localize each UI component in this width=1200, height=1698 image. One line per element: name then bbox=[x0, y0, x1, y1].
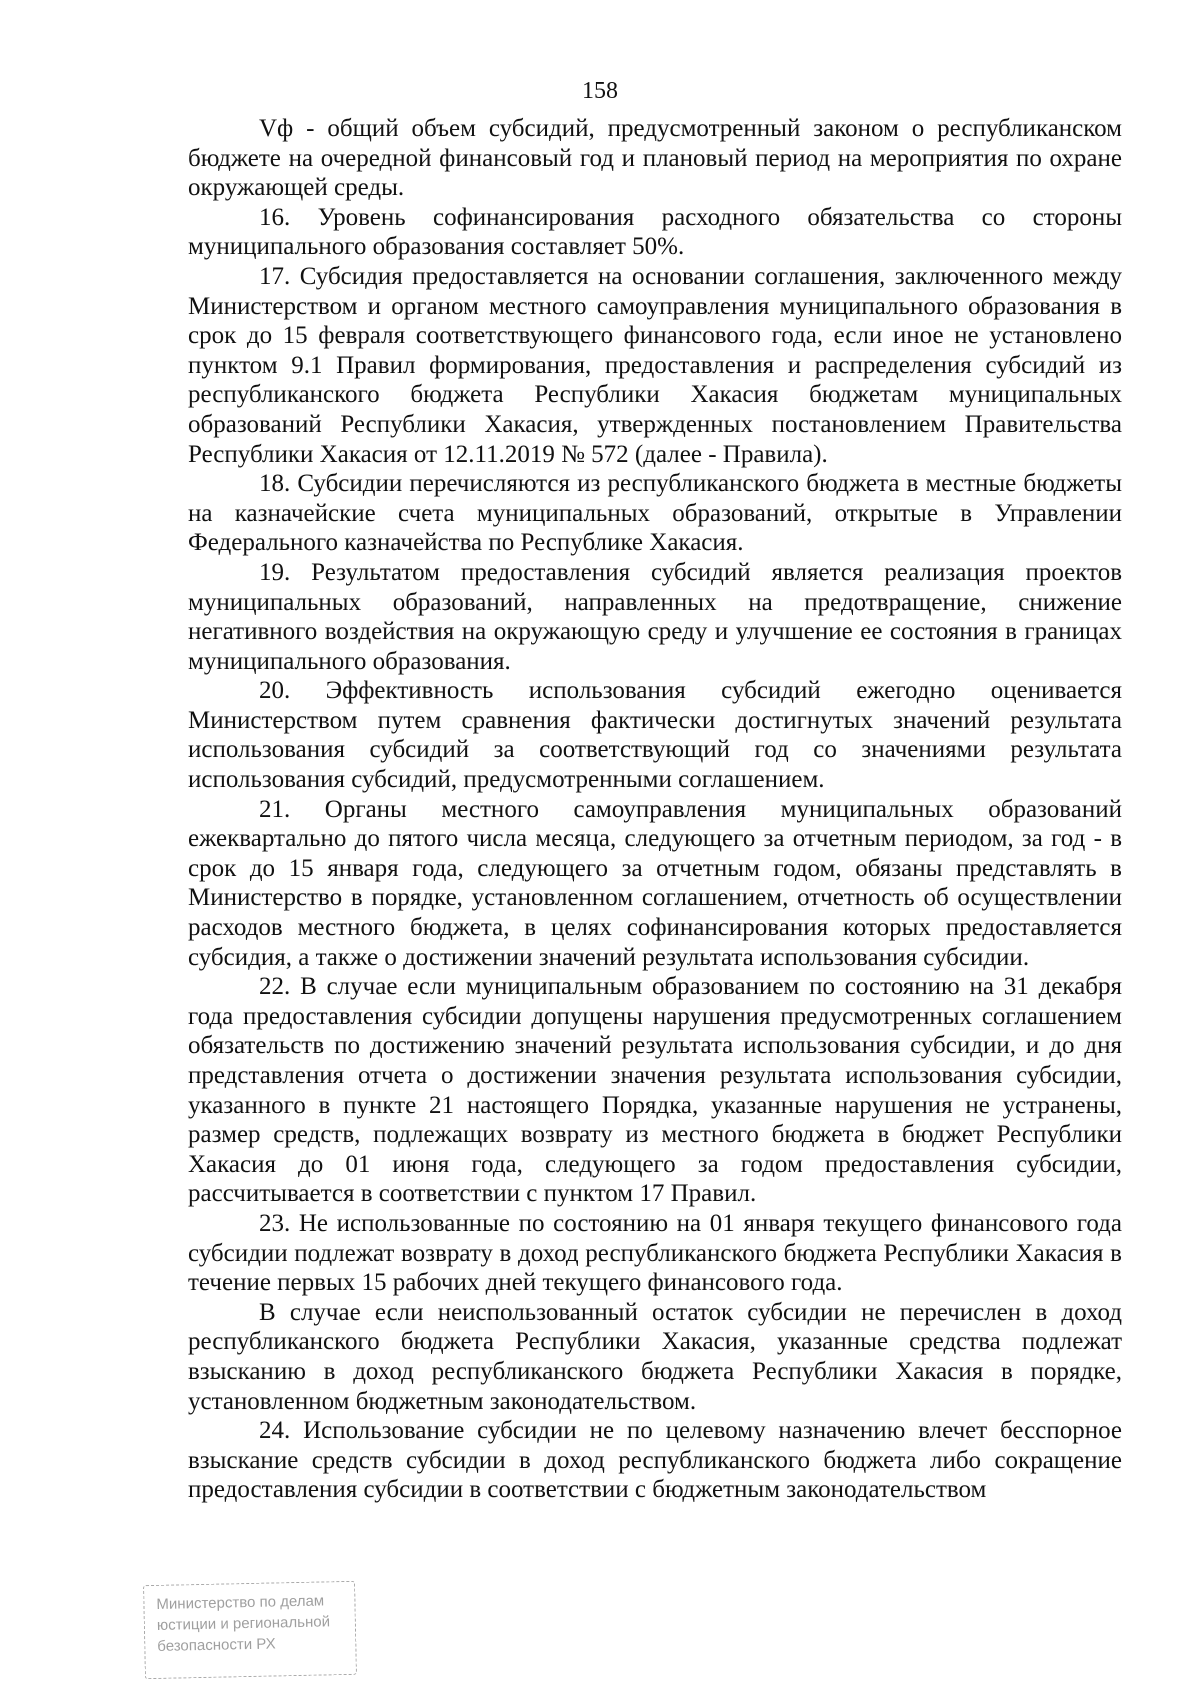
paragraph-17: 17. Субсидия предоставляется на основании соглашения, заключенного между Министерством и органом местного самоуправления муниципального образования в срок до 15 февраля соответствующего финансового года, если иное не установлено пунктом 9.1 Правил формирования, предоставления и распределения субсидий из республиканского бюджета Республики Хакасия бюджетам муниципальных образований Республики Хакасия, утвержденных постановлением Правительства Республики Хакасия от 12.11.2019 № 572 (далее - Правила). bbox=[188, 262, 1122, 468]
document-body bbox=[188, 114, 1122, 1505]
paragraph-vf-definition: Vф - общий объем субсидий, предусмотренный законом о республиканском бюджете на очередной финансовый год и плановый период на мероприятия по охране окружающей среды. bbox=[188, 115, 1122, 202]
stamp-line: безопасности РХ bbox=[157, 1635, 276, 1655]
paragraph-21: 21. Органы местного самоуправления муниципальных образований ежеквартально до пятого числа месяца, следующего за отчетным периодом, за год - в срок до 15 января года, следующего за отчетным годом, обязаны представлять в Министерство в порядке, установленном соглашением, отчетность об осуществлении расходов местного бюджета, в целях софинансирования которых предоставляется субсидия, а также о достижении значений результата использования субсидии. bbox=[188, 795, 1122, 971]
paragraph-23-continued: В случае если неиспользованный остаток субсидии не перечислен в доход республиканского бюджета Республики Хакасия, указанные средства подлежат взысканию в доход республиканского бюджета Республики Хакасия в порядке, установленном бюджетным законодательством. bbox=[188, 1298, 1122, 1415]
ministry-stamp bbox=[143, 1581, 357, 1679]
paragraph-19: 19. Результатом предоставления субсидий является реализация проектов муниципальных образований, направленных на предотвращение, снижение негативного воздействия на окружающую среду и улучшение ее состояния в границах муниципального образования. bbox=[188, 558, 1122, 675]
paragraph-24: 24. Использование субсидии не по целевому назначению влечет бесспорное взыскание средств субсидии в доход республиканского бюджета либо сокращение предоставления субсидии в соответствии с бюджетным законодательством bbox=[188, 1417, 1122, 1504]
paragraph-20: 20. Эффективность использования субсидий ежегодно оценивается Министерством путем сравнения фактически достигнутых значений результата использования субсидий за соответствующий год со значениями результата использования субсидий, предусмотренными соглашением. bbox=[188, 677, 1122, 794]
page-number: 158 bbox=[582, 78, 618, 104]
paragraph-16: 16. Уровень софинансирования расходного обязательства со стороны муниципального образования составляет 50%. bbox=[188, 203, 1122, 261]
stamp-line: юстиции и региональной bbox=[156, 1613, 331, 1634]
paragraph-22: 22. В случае если муниципальным образованием по состоянию на 31 декабря года предоставления субсидии допущены нарушения предусмотренных соглашением обязательств по достижению значений результата использования субсидии, и до дня представления отчета о достижении значения результата использования субсидии, указанного в пункте 21 настоящего Порядка, указанные нарушения не устранены, размер средств, подлежащих возврату из местного бюджета в бюджет Республики Хакасия до 01 июня года, следующего за годом предоставления субсидии, рассчитывается в соответствии с пунктом 17 Правил. bbox=[188, 973, 1122, 1208]
paragraph-18: 18. Субсидии перечисляются из республиканского бюджета в местные бюджеты на казначейские счета муниципальных образований, открытые в Управлении Федерального казначейства по Республике Хакасия. bbox=[188, 470, 1122, 557]
stamp-line: Министерство по делам bbox=[156, 1592, 325, 1613]
paragraph-23: 23. Не использованные по состоянию на 01 января текущего финансового года субсидии подлежат возврату в доход республиканского бюджета Республики Хакасия в течение первых 15 рабочих дней текущего финансового года. bbox=[188, 1209, 1122, 1297]
